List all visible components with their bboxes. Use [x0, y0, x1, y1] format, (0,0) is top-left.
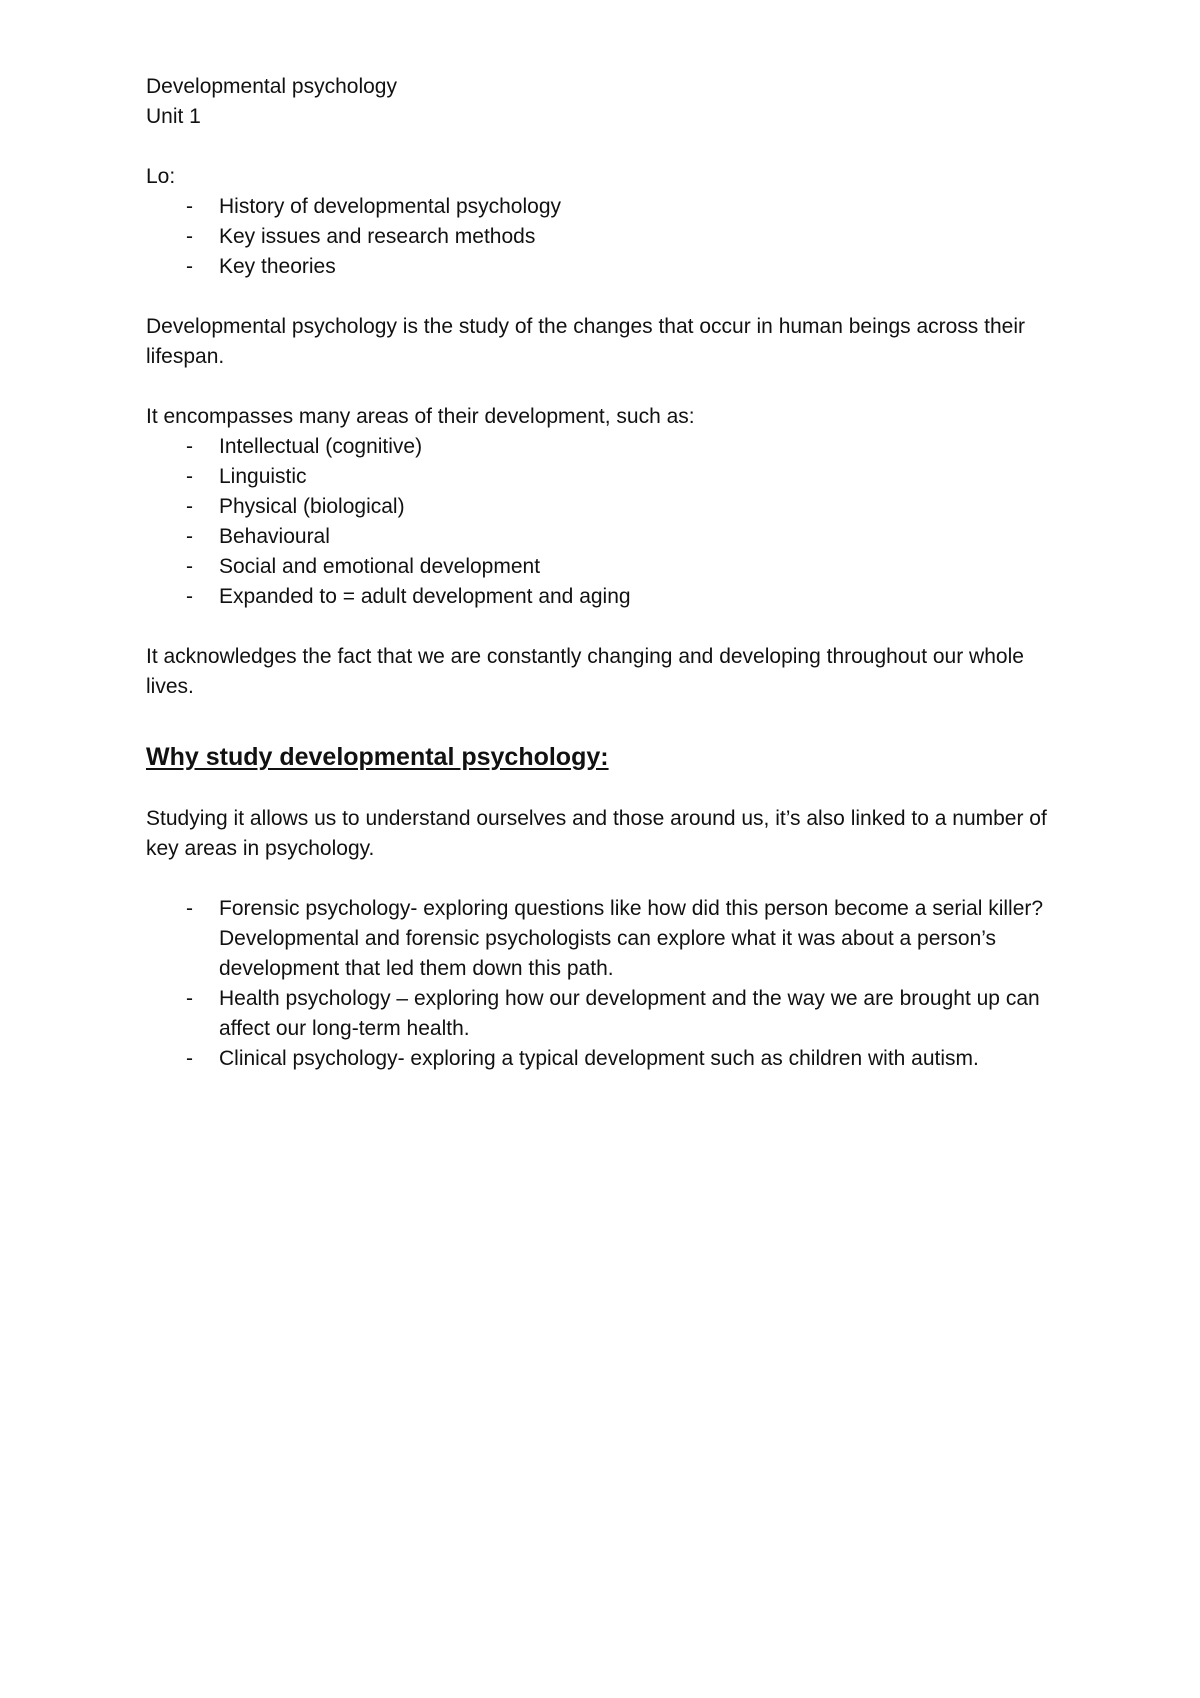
list-item: - Physical (biological)	[146, 492, 1066, 522]
spacer	[146, 864, 1066, 894]
list-item: - Social and emotional development	[146, 552, 1066, 582]
dash-bullet: -	[186, 585, 193, 608]
dash-bullet: -	[186, 435, 193, 458]
dash-bullet: -	[186, 987, 193, 1010]
why-intro-paragraph: Studying it allows us to understand ourselves and those around us, it’s also linked to a number of key areas in psychology.	[146, 807, 1047, 860]
objectives-list	[146, 192, 1066, 282]
list-item: - Forensic psychology- exploring questions like how did this person become a serial killer? Developmental and forensic psychologists can explore what it was about a person’s development that led them down this path.	[146, 894, 1066, 984]
dash-bullet: -	[186, 225, 193, 248]
list-item: - Clinical psychology- exploring a typical development such as children with autism.	[146, 1044, 1066, 1074]
spacer	[146, 132, 1066, 162]
list-item: - Behavioural	[146, 522, 1066, 552]
list-item: - History of developmental psychology	[146, 192, 1066, 222]
areas-list	[146, 432, 1066, 612]
spacer	[146, 702, 1066, 732]
definition-paragraph: Developmental psychology is the study of the changes that occur in human beings across their lifespan.	[146, 315, 1025, 368]
dash-bullet: -	[186, 1047, 193, 1070]
spacer	[146, 612, 1066, 642]
unit-label: Unit 1	[146, 105, 201, 128]
list-item: - Health psychology – exploring how our development and the way we are brought up can affect our long-term health.	[146, 984, 1066, 1044]
list-item: - Key issues and research methods	[146, 222, 1066, 252]
list-item: - Key theories	[146, 252, 1066, 282]
list-item: - Expanded to = adult development and aging	[146, 582, 1066, 612]
spacer	[146, 372, 1066, 402]
spacer	[146, 282, 1066, 312]
dash-bullet: -	[186, 495, 193, 518]
dash-bullet: -	[186, 195, 193, 218]
spacer	[146, 774, 1066, 804]
document-page	[146, 72, 1066, 1074]
list-item: - Intellectual (cognitive)	[146, 432, 1066, 462]
dash-bullet: -	[186, 525, 193, 548]
section-heading-why-study: Why study developmental psychology:	[146, 743, 609, 771]
areas-intro: It encompasses many areas of their development, such as:	[146, 405, 695, 428]
psychology-areas-list	[146, 894, 1066, 1074]
dash-bullet: -	[186, 465, 193, 488]
objectives-label: Lo:	[146, 165, 176, 188]
dash-bullet: -	[186, 897, 193, 920]
list-item: - Linguistic	[146, 462, 1066, 492]
acknowledgement-paragraph: It acknowledges the fact that we are constantly changing and developing throughout our whole lives.	[146, 645, 1024, 698]
dash-bullet: -	[186, 255, 193, 278]
document-title: Developmental psychology	[146, 75, 397, 98]
dash-bullet: -	[186, 555, 193, 578]
